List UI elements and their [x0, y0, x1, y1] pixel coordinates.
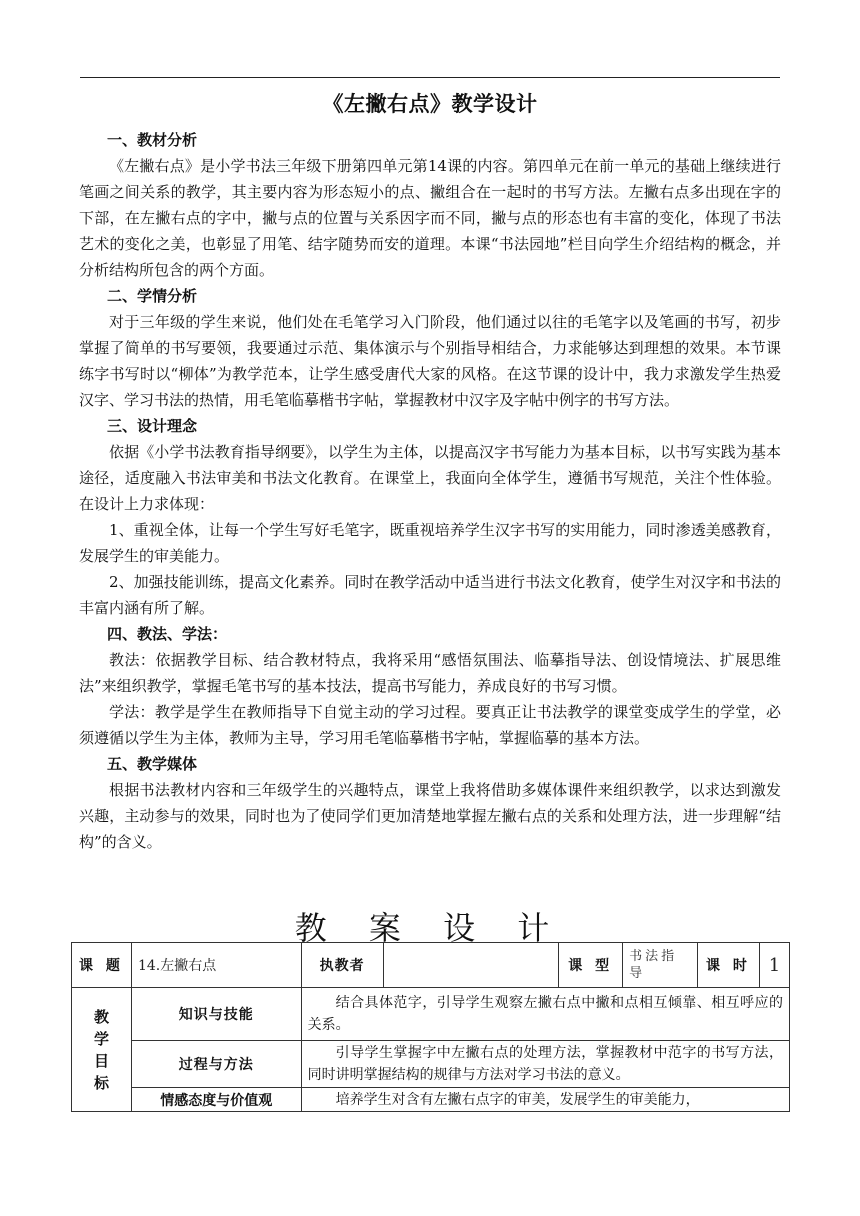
section-paragraph: 根据书法教材内容和三年级学生的兴趣特点，课堂上我将借助多媒体课件来组织教学，以求达到激发兴趣，主动参与的效果，同时也为了使同学们更加清楚地掌握左撇右点的关系和处理方法，进一步理解“结构”的含义。	[79, 781, 781, 851]
goals-label-cell	[72, 988, 132, 1112]
section-heading: 五、教学媒体	[107, 755, 198, 773]
lesson-plan-title: 教 案 设 计	[294, 909, 566, 947]
hours-label: 课 时	[698, 943, 760, 988]
lesson-value: 14.左撇右点	[131, 943, 301, 988]
section-methods	[79, 621, 781, 751]
table-row	[72, 943, 790, 988]
type-label: 课 型	[559, 943, 623, 988]
goal-label: 过程与方法	[131, 1041, 301, 1088]
table-row	[72, 988, 790, 1041]
goal-label: 情感态度与价值观	[131, 1088, 301, 1112]
section-paragraph: 依据《小学书法教育指导纲要》，以学生为主体，以提高汉字书写能力为基本目标，以书写实践为基本途径，适度融入书法审美和书法文化教育。在课堂上，我面向全体学生，遵循书写规范，关注个性体验。在设计上力求体现：	[79, 443, 781, 513]
section-students	[79, 283, 781, 413]
table-row	[72, 1041, 790, 1088]
section-paragraph: 教法：依据教学目标、结合教材特点，我将采用“感悟氛围法、临摹指导法、创设情境法、扩展思维法”来组织教学，掌握毛笔书写的基本技法，提高书写能力，养成良好的书写习惯。	[79, 651, 781, 695]
type-value: 书法指导	[623, 943, 698, 988]
teacher-value	[383, 943, 559, 988]
goal-text: 结合具体范字，引导学生观察左撇右点中撇和点相互倾靠、相互呼应的关系。	[301, 988, 789, 1041]
section-materials	[79, 127, 781, 283]
section-paragraph: 学法：教学是学生在教师指导下自觉主动的学习过程。要真正让书法教学的课堂变成学生的学堂，必须遵循以学生为主体，教师为主导，学习用毛笔临摹楷书字帖，掌握临摹的基本方法。	[79, 703, 781, 747]
section-heading: 二、学情分析	[107, 287, 198, 305]
section-media	[79, 751, 781, 855]
lesson-label: 课 题	[72, 943, 132, 988]
section-paragraph: 对于三年级的学生来说，他们处在毛笔学习入门阶段，他们通过以往的毛笔字以及笔画的书写，初步掌握了简单的书写要领，我要通过示范、集体演示与个别指导相结合，力求能够达到理想的效果。本节课练字书写时以“柳体”为教学范本，让学生感受唐代大家的风格。在这节课的设计中，我力求激发学生热爱汉字、学习书法的热情，用毛笔临摹楷书字帖，掌握教材中汉字及字帖中例字的书写方法。	[79, 313, 781, 409]
section-heading: 四、教法、学法：	[107, 625, 228, 643]
lesson-plan-table	[71, 942, 790, 1112]
document-body	[79, 127, 781, 855]
section-concept	[79, 413, 781, 621]
goal-text: 培养学生对含有左撇右点字的审美，发展学生的审美能力，	[301, 1088, 789, 1112]
document-title: 《左撇右点》教学设计	[322, 92, 538, 116]
section-paragraph: 《左撇右点》是小学书法三年级下册第四单元第14课的内容。第四单元在前一单元的基础上继续进行笔画之间关系的教学，其主要内容为形态短小的点、撇组合在一起时的书写方法。左撇右点多出现在字的下部，在左撇右点的字中，撇与点的位置与关系因字而不同，撇与点的形态也有丰富的变化，体现了书法艺术的变化之美，也彰显了用笔、结字随势而安的道理。本课“书法园地”栏目向学生介绍结构的概念，并分析结构所包含的两个方面。	[79, 157, 781, 279]
section-heading: 三、设计理念	[107, 417, 198, 435]
goals-label: 教学目标	[93, 1007, 109, 1092]
teacher-label: 执教者	[301, 943, 383, 988]
section-paragraph: 1、重视全体，让每一个学生写好毛笔字，既重视培养学生汉字书写的实用能力，同时渗透美感教育，发展学生的审美能力。	[79, 521, 781, 565]
goal-label: 知识与技能	[131, 988, 301, 1041]
header-rule	[80, 77, 780, 78]
section-paragraph: 2、加强技能训练，提高文化素养。同时在教学活动中适当进行书法文化教育，使学生对汉字和书法的丰富内涵有所了解。	[79, 573, 781, 617]
goal-text: 引导学生掌握字中左撇右点的处理方法，掌握教材中范字的书写方法，同时讲明掌握结构的规律与方法对学习书法的意义。	[301, 1041, 789, 1088]
hours-value: 1	[759, 943, 789, 988]
table-row	[72, 1088, 790, 1112]
section-heading: 一、教材分析	[107, 131, 198, 149]
